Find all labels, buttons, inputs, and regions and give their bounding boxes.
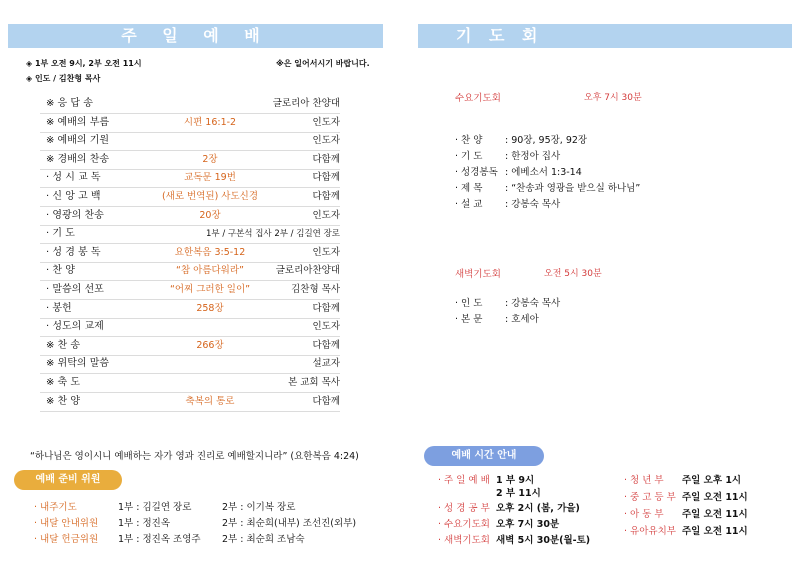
scripture-verse: “하나님은 영이시니 예배하는 자가 영과 진리로 예배할지니라” (요한복음 4:24): [30, 451, 359, 462]
order-item-detail: “참 아름다워라”: [176, 265, 244, 277]
order-item-title: · 말씀의 선포: [46, 284, 104, 295]
schedule-row: [438, 534, 590, 548]
schedule-row: [438, 474, 534, 488]
order-item-person: 인도자: [312, 135, 340, 147]
schedule-title: 예배 시간 안내: [424, 446, 544, 466]
schedule-time: 새벽 5시 30분(월-토): [496, 535, 591, 546]
schedule-time: 1 부 9시: [496, 475, 535, 486]
order-row: [40, 169, 340, 188]
schedule-row: [438, 502, 580, 516]
committee-label: · 내달 안내위원: [34, 518, 99, 529]
order-item-title: ※ 경배의 찬송: [46, 153, 110, 165]
order-row: [40, 188, 340, 207]
order-row: [40, 225, 340, 244]
service-leader: ◈ 인도 / 김찬형 목사: [26, 74, 101, 83]
order-item-person: 다함께: [312, 191, 340, 202]
order-row: [40, 337, 340, 356]
order-item-person: 다함께: [312, 339, 340, 351]
committee-second: 2부 : 최순희(내부) 조선진(외부): [222, 518, 357, 529]
wed-key: · 제 목: [455, 183, 483, 194]
order-item-detail: 교독문 19번: [184, 172, 236, 184]
wed-key: · 기 도: [455, 151, 483, 162]
order-item-person: 1부 / 구본석 집사 2부 / 김길연 장로: [206, 229, 340, 240]
schedule-label: · 유아유치부: [624, 526, 676, 537]
schedule-label: · 아 동 부: [624, 509, 664, 520]
wed-key: · 성경봉독: [455, 167, 498, 178]
order-row: [40, 262, 340, 281]
wed-prayer-time: 오후 7시 30분: [584, 93, 642, 103]
order-item-title: · 성 시 교 독: [46, 172, 101, 184]
schedule-label: · 수요기도회: [438, 519, 490, 530]
order-item-title: · 성도의 교제: [46, 321, 104, 333]
order-item-title: ※ 찬 양: [46, 395, 81, 407]
order-item-title: · 봉헌: [46, 302, 72, 314]
schedule-row: [624, 491, 748, 505]
order-item-title: · 신 앙 고 백: [46, 191, 101, 202]
wed-value: : 90장, 95장, 92장: [505, 135, 588, 146]
order-item-title: ※ 예배의 부름: [46, 116, 110, 128]
wed-value: : 강봉숙 목사: [505, 199, 561, 210]
committee-second: 2부 : 최순희 조남숙: [222, 534, 305, 545]
committee-title: 예배 준비 위원: [14, 470, 122, 490]
order-item-person: 다함께: [312, 172, 340, 184]
wed-key: · 찬 양: [455, 135, 483, 146]
committee-first: 1부 : 정진옥: [118, 518, 170, 529]
order-item-detail: (새로 번역된) 사도신경: [161, 191, 259, 202]
order-item-person: 인도자: [312, 321, 340, 333]
dawn-prayer-time: 오전 5시 30분: [544, 269, 602, 279]
schedule-time: 주일 오전 11시: [682, 509, 748, 520]
schedule-label: · 새벽기도회: [438, 535, 490, 546]
schedule-label: · 청 년 부: [624, 475, 664, 486]
order-item-detail: 요한복음 3:5-12: [174, 246, 246, 258]
dawn-key: · 본 문: [455, 314, 483, 325]
order-item-detail: 258장: [196, 302, 224, 314]
order-item-person: 다함께: [312, 153, 340, 165]
wed-prayer-title: 수요기도회: [455, 93, 501, 104]
order-item-person: 인도자: [312, 246, 340, 258]
order-item-person: 김찬형 목사: [291, 284, 340, 295]
order-item-person: 글로리아 찬양대: [272, 98, 340, 109]
wed-value: : “찬송과 영광을 받으실 하나님”: [505, 183, 641, 194]
service-times: ◈ 1부 오전 9시, 2부 오전 11시: [26, 59, 142, 68]
order-item-person: 본 교회 목사: [288, 377, 340, 388]
dawn-value: : 강봉숙 목사: [505, 298, 561, 309]
dawn-key: · 인 도: [455, 298, 483, 309]
order-row: [40, 132, 340, 151]
order-item-person: 인도자: [312, 209, 340, 221]
order-row: [40, 95, 340, 114]
worship-banner: 주 일 예 배: [8, 24, 383, 48]
schedule-label: · 성 경 공 부: [438, 503, 490, 514]
schedule-label: · 중 고 등 부: [624, 492, 676, 503]
order-row: [40, 393, 340, 412]
order-item-title: ※ 위탁의 말씀: [46, 358, 110, 370]
order-item-detail: 축복의 통로: [185, 395, 235, 407]
wed-value: : 한정아 집사: [505, 151, 561, 162]
order-item-detail: “어찌 그러한 일이”: [169, 284, 251, 295]
order-item-detail: 20장: [199, 209, 221, 221]
schedule-row: [624, 474, 741, 488]
order-row: [40, 318, 340, 337]
order-row: [40, 151, 340, 170]
order-item-title: ※ 응 답 송: [46, 98, 93, 109]
schedule-time: 주일 오후 1시: [682, 475, 742, 486]
schedule-time: 주일 오전 11시: [682, 492, 748, 503]
schedule-time: 오후 2시 (봄, 가을): [496, 503, 580, 514]
committee-label: · 내주기도: [34, 502, 77, 513]
order-row: [40, 374, 340, 393]
dawn-prayer-title: 새벽기도회: [455, 269, 501, 280]
schedule-row: [624, 508, 748, 522]
wed-key: · 설 교: [455, 199, 483, 210]
order-item-detail: 시편 16:1-2: [183, 116, 237, 128]
committee-first: 1부 : 정진옥 조영주: [118, 534, 201, 545]
schedule-row: [438, 487, 541, 501]
schedule-time: 2 부 11시: [496, 488, 541, 499]
order-item-title: ※ 축 도: [46, 377, 81, 388]
order-item-person: 다함께: [312, 395, 340, 407]
order-row: [40, 300, 340, 319]
order-item-title: ※ 예배의 기원: [46, 135, 110, 147]
schedule-time: 오후 7시 30분: [496, 519, 560, 530]
committee-second: 2부 : 이기복 장로: [222, 502, 296, 513]
order-row: [40, 281, 340, 300]
order-row: [40, 114, 340, 133]
order-item-title: · 찬 양: [46, 265, 75, 277]
order-item-title: ※ 찬 송: [46, 339, 81, 351]
schedule-row: [438, 518, 559, 532]
order-row: [40, 355, 340, 374]
order-item-detail: 2장: [202, 153, 218, 165]
order-item-person: 다함께: [312, 302, 340, 314]
committee-first: 1부 : 김길연 장로: [118, 502, 192, 513]
wed-value: : 에베소서 1:3-14: [505, 167, 582, 178]
order-item-person: 글로리아찬양대: [275, 265, 340, 277]
standing-notice: ※은 일어서시기 바랍니다.: [276, 59, 370, 68]
order-item-person: 인도자: [312, 116, 340, 128]
order-item-title: · 기 도: [46, 228, 75, 240]
dawn-value: : 호세아: [505, 314, 539, 325]
schedule-time: 주일 오전 11시: [682, 526, 748, 537]
schedule-row: [624, 525, 748, 539]
order-row: [40, 244, 340, 263]
order-item-detail: 266장: [196, 339, 224, 351]
committee-label: · 내달 헌금위원: [34, 534, 99, 545]
order-item-title: · 성 경 봉 독: [46, 246, 101, 258]
order-item-title: · 영광의 찬송: [46, 209, 104, 221]
prayer-banner: 기 도 회: [418, 24, 792, 48]
order-row: [40, 207, 340, 226]
schedule-label: · 주 일 예 배: [438, 475, 490, 486]
order-item-person: 설교자: [312, 358, 340, 370]
